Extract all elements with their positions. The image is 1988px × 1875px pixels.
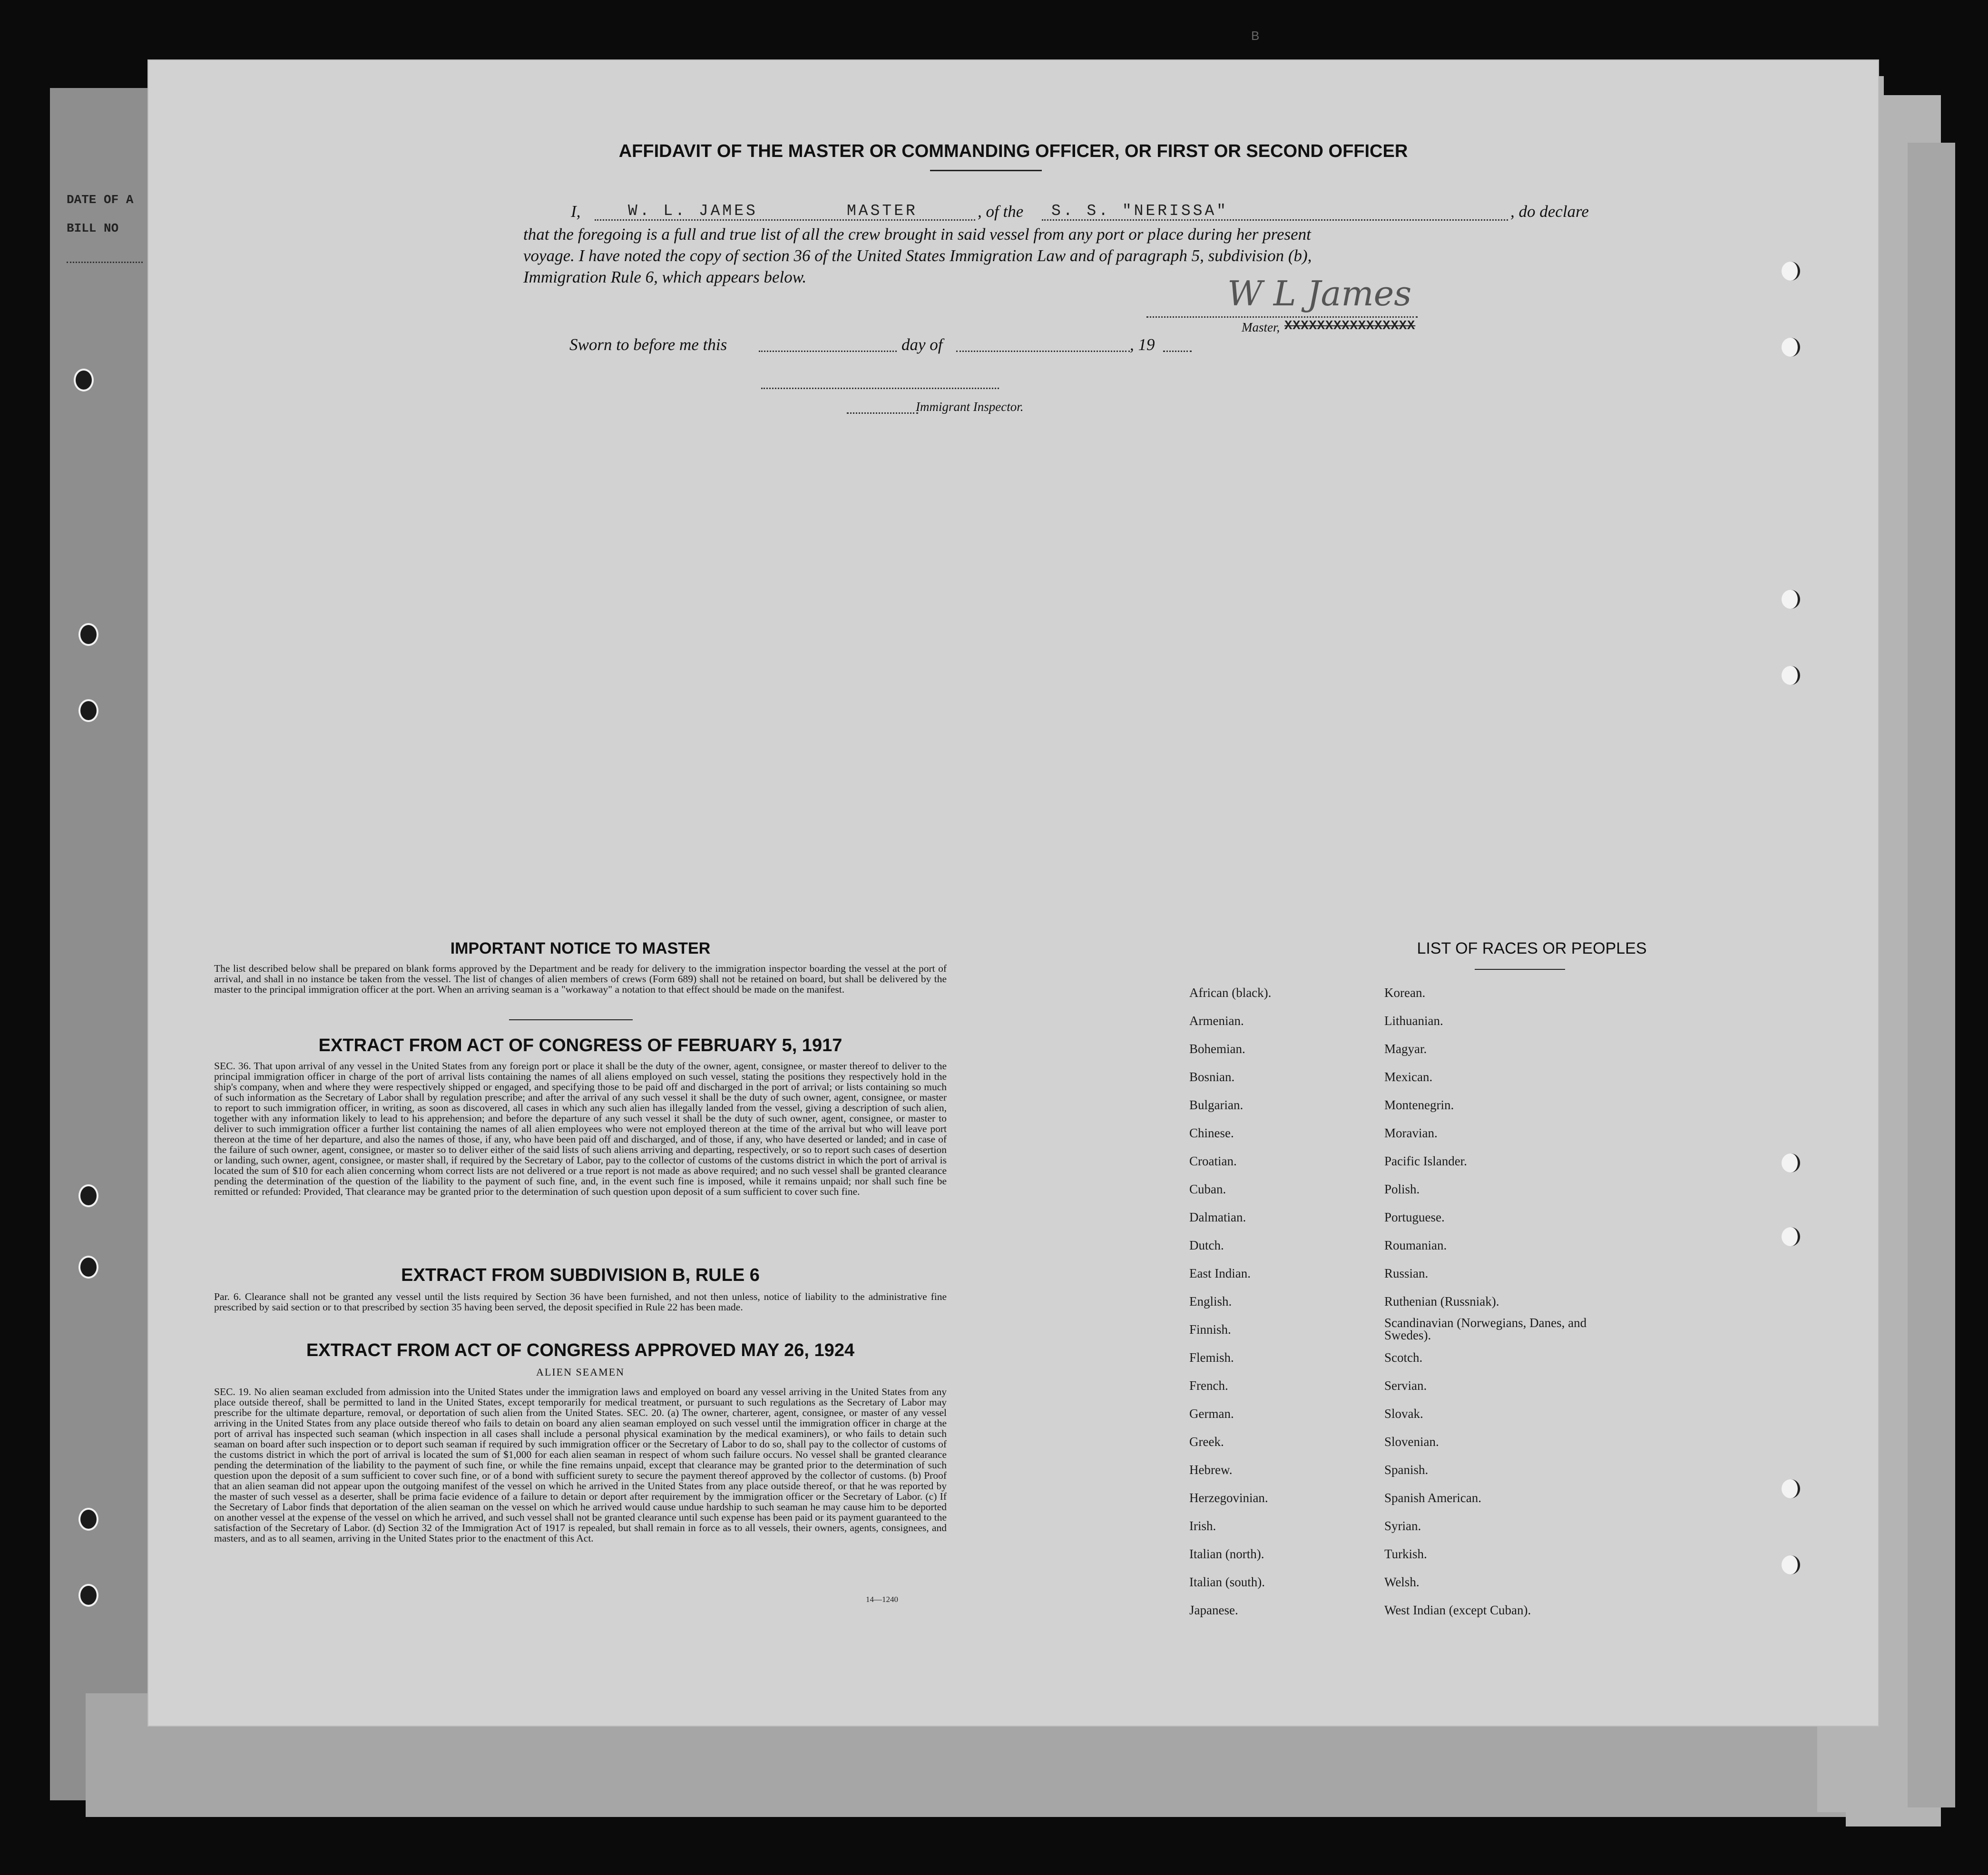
underlying-stub-dots xyxy=(67,262,143,263)
affidavit-body-3: Immigration Rule 6, which appears below. xyxy=(523,268,807,286)
binder-hole xyxy=(1782,1153,1800,1172)
struck-out-titles: XXXXXXXXXXXXXXXX xyxy=(1284,319,1416,333)
underlying-stub-bill: BILL NO xyxy=(67,221,119,235)
master-signature: W L James xyxy=(1227,273,1412,313)
race-item: German. xyxy=(1189,1406,1234,1421)
race-item: Pacific Islander. xyxy=(1384,1154,1467,1168)
race-item: Scotch. xyxy=(1384,1350,1423,1365)
binder-hole xyxy=(74,369,94,391)
race-item: West Indian (except Cuban). xyxy=(1384,1603,1531,1617)
do-declare-label: , do declare xyxy=(1510,202,1589,221)
binder-hole xyxy=(1782,1227,1800,1246)
race-item: Russian. xyxy=(1384,1266,1429,1280)
binder-hole xyxy=(78,1256,98,1279)
inspector-signature-line xyxy=(761,388,999,389)
underlying-stub-date: DATE OF A xyxy=(67,193,134,207)
notice-title: IMPORTANT NOTICE TO MASTER xyxy=(450,939,711,957)
extract-1924-text: SEC. 19. No alien seaman excluded from admission into the United States under the immigration laws and employed on board any vessel arriving in the United States from any place outside thereof, shall be permitted to land in the United States, except temporarily for medical treatment, or pursuant to such regulations as the Secretary of Labor may prescribe for the ultimate departure, removal, or deportation of such alien from the United States. SEC. 20. (a) The owner, charterer, agent, consignee, or master of any vessel arriving in the United States from any place outside thereof who fails to detain on board any alien seaman employed on such vessel until the immigration officer in charge at the port of arrival has inspected such seaman (which inspection in all cases shall include a personal physical examination by the medical examiners), or who fails to detain such seaman on board after such inspection or to deport such seaman if required by such immigration officer or the Secretary of Labor to do so, shall pay to the collector of customs of the customs district in which the port of arrival is located the sum of $1,000 for each alien seaman in respect of whom such failure occurs. No vessel shall be granted clearance pending the determination of the liability to the payment of such fine, or while the fine remains unpaid, except that clearance may be granted prior to the determination of such question upon the deposit of a sum sufficient to cover such fine, or of a bond with sufficient surety to secure the payment thereof approved by the collector of customs. (b) Proof that an alien seaman did not appear upon the outgoing manifest of the vessel on which he arrived in the United States from any place outside thereof, or that he was reported by the master of such vessel as a deserter, shall be prima facie evidence of a failure to detain or deport after requirement by the immigration officer or the Secretary of Labor. (c) If the Secretary of Labor finds that deportation of the alien seaman on the vessel on which he arrived would cause undue hardship to such seaman he may cause him to be deported on another vessel at the expense of the vessel on which he arrived, and such vessel shall not be granted clearance until such expense has been paid or its payment guaranteed to the satisfaction of the Secretary of Labor. (d) Section 32 of the Immigration Act of 1917 is repealed, but shall remain in force as to all vessels, their owners, agents, consignees, and masters, and as to all seamen, arriving in the United States prior to the enactment of this Act. xyxy=(214,1386,947,1544)
binder-hole xyxy=(78,699,98,722)
race-item: Chinese. xyxy=(1189,1126,1234,1140)
sworn-prefix: Sworn to before me this xyxy=(569,335,727,354)
race-item: Slovenian. xyxy=(1384,1435,1439,1449)
race-item: Japanese. xyxy=(1189,1603,1238,1617)
of-the-label: , of the xyxy=(978,202,1024,221)
race-item: Ruthenian (Russniak). xyxy=(1384,1294,1499,1309)
races-title: LIST OF RACES OR PEOPLES xyxy=(1417,939,1647,957)
race-item: Spanish. xyxy=(1384,1463,1429,1477)
race-item: Scandinavian (Norwegians, Danes, and Swedes). xyxy=(1384,1316,1587,1342)
race-item: Syrian. xyxy=(1384,1519,1421,1533)
race-item: Magyar. xyxy=(1384,1042,1427,1056)
race-item: Lithuanian. xyxy=(1384,1014,1443,1028)
underlying-sheet-right-edge xyxy=(1908,143,1955,1807)
race-item: Polish. xyxy=(1384,1182,1420,1196)
race-item: Spanish American. xyxy=(1384,1491,1481,1505)
sworn-month-line xyxy=(956,351,1130,352)
race-item: Portuguese. xyxy=(1384,1210,1445,1224)
race-item: Cuban. xyxy=(1189,1182,1226,1196)
signature-caption: Master, xyxy=(1242,320,1280,334)
extract-1917-title: EXTRACT FROM ACT OF CONGRESS OF FEBRUARY 5, 1917 xyxy=(318,1035,842,1055)
race-item: Flemish. xyxy=(1189,1350,1234,1365)
race-item: Korean. xyxy=(1384,986,1426,1000)
binder-hole xyxy=(1782,1479,1800,1498)
sworn-date-line xyxy=(759,351,897,352)
race-item: Italian (north). xyxy=(1189,1547,1264,1561)
extract-rule6-text: Par. 6. Clearance shall not be granted any vessel until the lists required by Section 36 have been furnished, and not then unless, notice of liability to the administrative fine prescribed by said section or to that prescribed by section 35 having been served, the deposit specified in Rule 22 has been made. xyxy=(214,1291,947,1313)
sworn-year-label: , 19 xyxy=(1130,335,1155,354)
race-item: Irish. xyxy=(1189,1519,1216,1533)
sworn-day-label: day of xyxy=(901,335,943,354)
extract-1924-subtitle: ALIEN SEAMEN xyxy=(536,1366,625,1378)
inspector-caption-line xyxy=(847,412,918,414)
race-item: Italian (south). xyxy=(1189,1575,1265,1589)
heading-rule xyxy=(930,170,1042,171)
race-item: Greek. xyxy=(1189,1435,1224,1449)
binder-hole xyxy=(78,623,98,646)
affidavit-body-2: voyage. I have noted the copy of section 36 of the United States Immigration Law and of paragraph 5, subdivision (b), xyxy=(523,246,1312,265)
top-mark: B xyxy=(1251,29,1260,43)
declarant-rank: MASTER xyxy=(847,202,918,220)
race-item: English. xyxy=(1189,1294,1232,1309)
binder-hole xyxy=(1782,590,1800,609)
binder-hole xyxy=(1782,1555,1800,1574)
race-item: Armenian. xyxy=(1189,1014,1244,1028)
race-item: Bohemian. xyxy=(1189,1042,1245,1056)
vessel-name: S. S. "NERISSA" xyxy=(1051,202,1229,220)
form-number: 14—1240 xyxy=(866,1595,898,1604)
binder-hole xyxy=(78,1508,98,1531)
race-item: Finnish. xyxy=(1189,1322,1231,1337)
affidavit-body-1: that the foregoing is a full and true list of all the crew brought in said vessel from any port or place during her present xyxy=(523,225,1311,244)
inspector-caption: Immigrant Inspector. xyxy=(916,400,1024,414)
extract-1924-title: EXTRACT FROM ACT OF CONGRESS APPROVED MAY 26, 1924 xyxy=(306,1340,855,1360)
race-item: Servian. xyxy=(1384,1378,1427,1393)
binder-hole xyxy=(1782,338,1800,357)
race-item: Roumanian. xyxy=(1384,1238,1447,1252)
race-item: Dutch. xyxy=(1189,1238,1224,1252)
race-item: Turkish. xyxy=(1384,1547,1427,1561)
affidavit-page xyxy=(147,59,1879,1727)
declarant-name: W. L. JAMES xyxy=(628,202,758,220)
race-item: Welsh. xyxy=(1384,1575,1420,1589)
affidavit-heading: AFFIDAVIT OF THE MASTER OR COMMANDING OFFICER, OR FIRST OR SECOND OFFICER xyxy=(618,141,1408,161)
race-item: Croatian. xyxy=(1189,1154,1237,1168)
race-item: Montenegrin. xyxy=(1384,1098,1454,1112)
race-item: African (black). xyxy=(1189,986,1272,1000)
race-item: Hebrew. xyxy=(1189,1463,1233,1477)
race-item: Mexican. xyxy=(1384,1070,1433,1084)
extract-rule6-title: EXTRACT FROM SUBDIVISION B, RULE 6 xyxy=(401,1265,760,1285)
race-item: French. xyxy=(1189,1378,1228,1393)
race-item: Bulgarian. xyxy=(1189,1098,1244,1112)
notice-text: The list described below shall be prepared on blank forms approved by the Department and be ready for delivery to the immigration inspector boarding the vessel at the port of arrival, and shall in no instance be taken from the vessel. The list of changes of alien members of crews (Form 689) shall not be retained on board, but shall be delivered by the master to the principal immigration officer at the port. When an arriving seaman is a "workaway" a notation to that effect should be made on the manifest. xyxy=(214,963,947,995)
binder-hole xyxy=(1782,666,1800,685)
race-item: Dalmatian. xyxy=(1189,1210,1246,1224)
signature-line xyxy=(1146,316,1418,318)
binder-hole xyxy=(78,1184,98,1207)
extract-1917-text: SEC. 36. That upon arrival of any vessel in the United States from any foreign port or place it shall be the duty of the owner, agent, consignee, or master thereof to deliver to the principal immigration officer in charge of the port of arrival lists containing the names of all aliens employed on such vessel, stating the positions they respectively hold in the ship's company, when and where they were respectively shipped or engaged, and specifying those to be paid off and discharged in the port of arrival; or lists containing so much of such information as the Secretary of Labor shall by regulation prescribe; and after the arrival of any such vessel it shall be the duty of such owner, agent, consignee, or master to report to such immigration officer, in writing, as soon as discovered, all cases in which any such alien has illegally landed from the vessel, giving a description of such alien, together with any information likely to lead to his apprehension; and before the departure of any such vessel it shall be the duty of such owner, agent, consignee, or master to deliver to such immigration officer a further list containing the names of all alien employees who were not employed thereon at the time of the arrival but who will leave port thereon at the time of her departure, and also the names of those, if any, who have been paid off and discharged, and of those, if any, who have deserted or landed; and in case of the failure of such owner, agent, consignee, or master so to deliver either of the said lists of such aliens arriving and departing, respectively, or so to report such cases of desertion or landing, such owner, agent, consignee, or master shall, if required by the Secretary of Labor, pay to the collector of customs of the customs district in which the port of arrival is located the sum of $10 for each alien concerning whom correct lists are not delivered or a true report is not made as above required; and no such vessel shall be granted clearance pending the determination of the question of the liability to the payment of such fine, and, in the event such fine is imposed, while it remains unpaid; nor shall such fine be remitted or refunded: Provided, That clearance may be granted prior to the determination of such question upon deposit of a sum sufficient to cover such fine. xyxy=(214,1060,947,1197)
races-rule xyxy=(1475,969,1565,970)
race-item: Herzegovinian. xyxy=(1189,1491,1268,1505)
race-item: East Indian. xyxy=(1189,1266,1251,1280)
binder-hole xyxy=(1782,262,1800,281)
race-item: Slovak. xyxy=(1384,1406,1423,1421)
race-item: Bosnian. xyxy=(1189,1070,1235,1084)
binder-hole xyxy=(78,1584,98,1607)
sworn-year-line xyxy=(1163,351,1192,352)
declarant-prefix: I, xyxy=(571,202,581,221)
race-item: Moravian. xyxy=(1384,1126,1438,1140)
notice-rule xyxy=(509,1019,633,1020)
